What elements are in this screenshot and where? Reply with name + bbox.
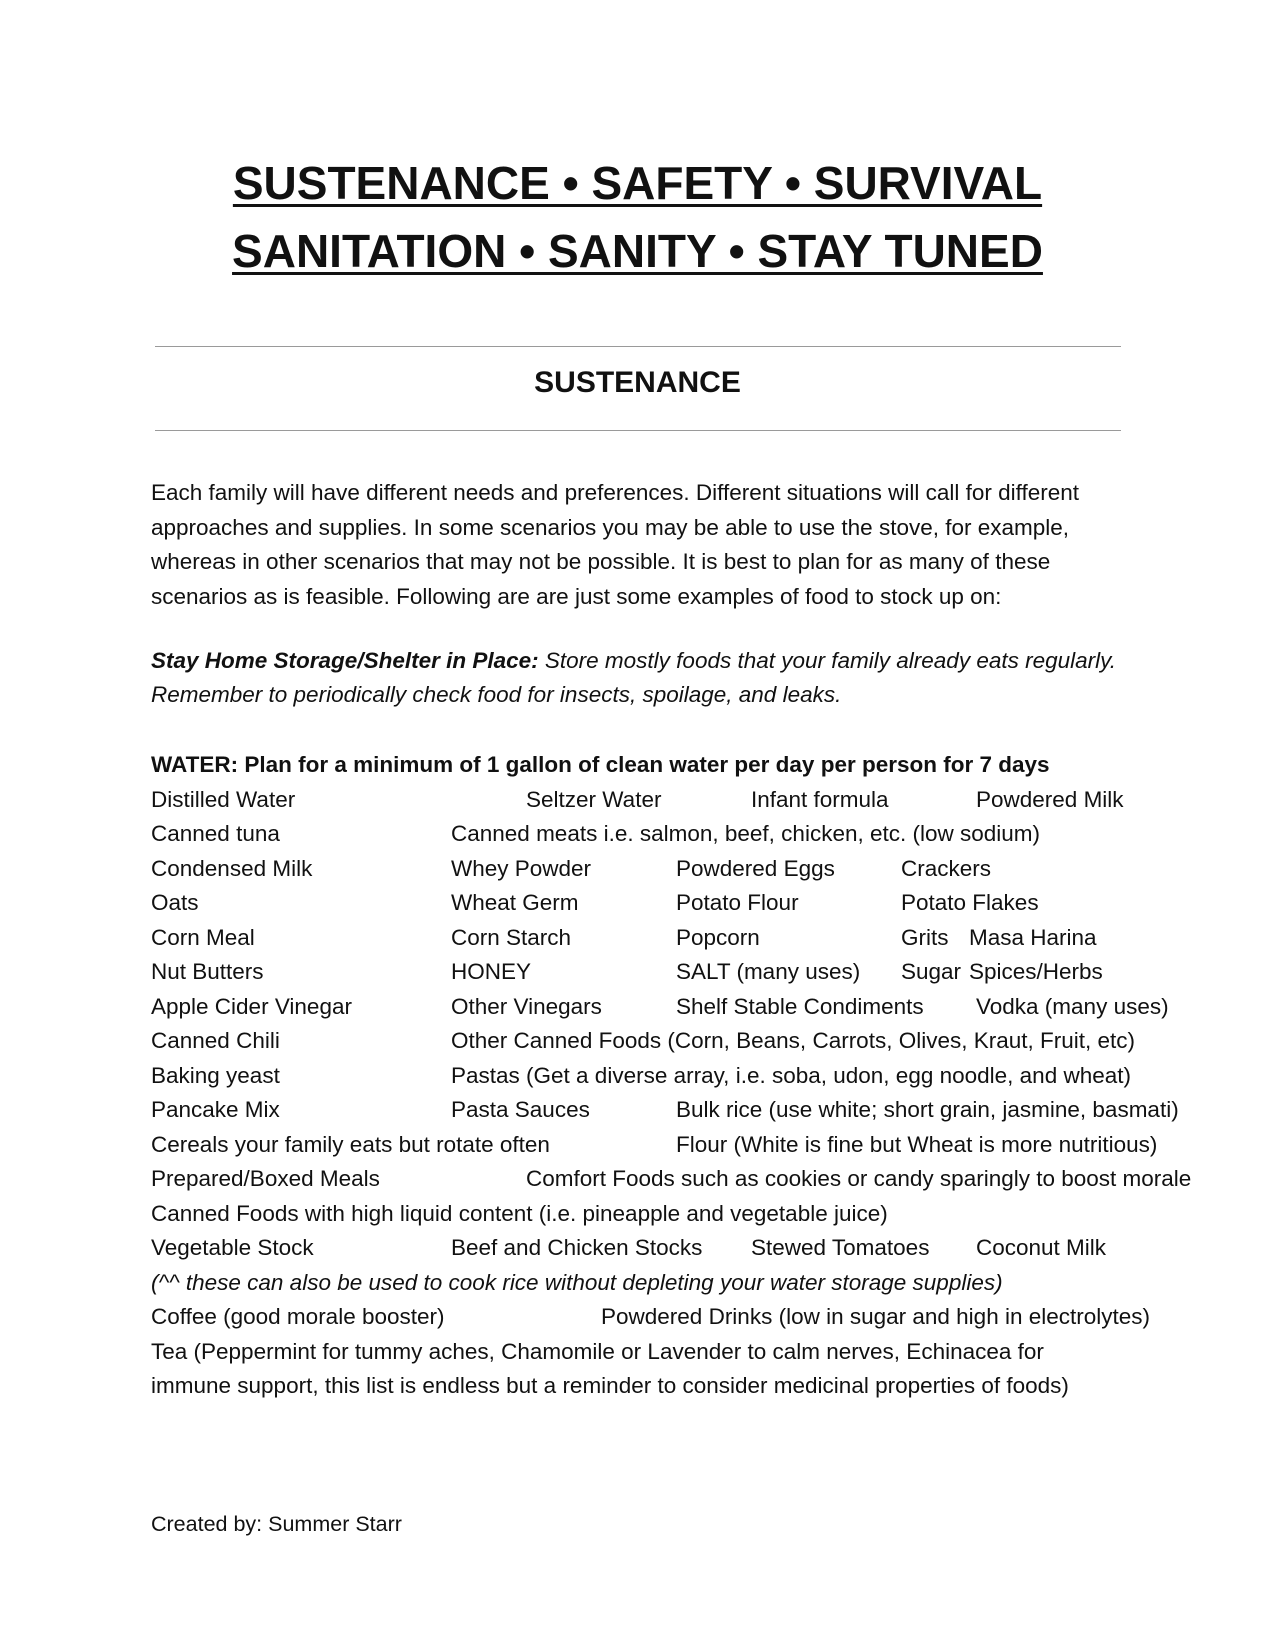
list-item: Comfort Foods such as cookies or candy sparingly to boost morale [526, 1166, 1192, 1191]
list-item: Pancake Mix [151, 1097, 280, 1122]
list-row [151, 1369, 1151, 1404]
list-row [151, 1266, 1151, 1301]
title-line-2: SANITATION • SANITY • STAY TUNED [232, 225, 1043, 277]
list-item: Baking yeast [151, 1062, 280, 1088]
list-row [151, 990, 1169, 1025]
list-item: Nut Butters [151, 959, 264, 984]
list-item: Corn Meal [151, 924, 255, 950]
list-item: Potato Flakes [901, 890, 1039, 915]
list-item: SALT (many uses) [676, 959, 861, 984]
list-item: Seltzer Water [526, 786, 662, 812]
title-line-1: SUSTENANCE • SAFETY • SURVIVAL [232, 157, 1043, 209]
list-row [151, 1231, 1151, 1266]
list-item: Distilled Water [151, 786, 296, 812]
list-row [151, 1128, 1158, 1163]
list-item: Apple Cider Vinegar [151, 993, 352, 1019]
stock-note: (^^ these can also be used to cook rice without depleting your water storage supplies) [151, 1269, 1003, 1295]
list-item: Potato Flour [676, 890, 799, 915]
list-item: Vegetable Stock [151, 1235, 314, 1260]
list-item: Flour (White is fine but Wheat is more nutritious) [676, 1131, 1158, 1157]
list-item: Canned meats i.e. salmon, beef, chicken, etc. (low sodium) [451, 821, 1041, 846]
list-row [151, 817, 1151, 852]
list-row [151, 955, 1151, 990]
list-row [151, 1093, 1179, 1128]
list-item: Powdered Drinks (low in sugar and high in electrolytes) [601, 1304, 1151, 1329]
list-item: Powdered Milk [976, 786, 1124, 812]
list-item: Prepared/Boxed Meals [151, 1166, 380, 1191]
list-row [151, 852, 1151, 887]
list-item: Vodka (many uses) [976, 993, 1169, 1019]
list-item: Wheat Germ [451, 890, 579, 915]
list-item: Bulk rice (use white; short grain, jasmine, basmati) [676, 1097, 1179, 1122]
list-row [151, 921, 1151, 956]
list-row [151, 783, 1151, 818]
list-item: Canned Chili [151, 1028, 280, 1053]
list-item: Oats [151, 890, 199, 915]
list-row [151, 1197, 1151, 1232]
intro-paragraph: Each family will have different needs and preferences. Different situations will call for different approaches and supplies. In some scenarios you may be able to use the stove, for example, whereas in other scenarios that may not be possible. It is best to plan for as many of these scenarios as is feasible. Following are are just some examples of food to stock up on: [151, 480, 1079, 609]
list-item: Masa Harina [969, 924, 1097, 950]
list-row [151, 1300, 1151, 1335]
list-item: Stewed Tomatoes [751, 1235, 930, 1260]
section-heading: SUSTENANCE [534, 366, 741, 399]
list-item: Other Vinegars [451, 993, 602, 1019]
list-row [151, 1024, 1151, 1059]
list-item: Powdered Eggs [676, 855, 835, 881]
list-item: Tea (Peppermint for tummy aches, Chamomile or Lavender to calm nerves, Echinacea for [151, 1338, 1044, 1364]
list-item: Canned Foods with high liquid content (i.e. pineapple and vegetable juice) [151, 1200, 888, 1226]
list-row [151, 1335, 1151, 1370]
stay-home-text: Store mostly foods that your family already eats regularly. Remember to periodically check food for insects, spoilage, and leaks. [151, 648, 1116, 707]
list-row [151, 1059, 1151, 1094]
divider-bottom [155, 430, 1121, 431]
divider-top [155, 346, 1121, 347]
list-item: HONEY [451, 959, 532, 984]
list-item: Cereals your family eats but rotate often [151, 1131, 550, 1157]
list-item: Coffee (good morale booster) [151, 1304, 445, 1329]
list-row [151, 886, 1151, 921]
water-heading-row [151, 748, 1151, 783]
list-item: Other Canned Foods (Corn, Beans, Carrots, Olives, Kraut, Fruit, etc) [451, 1028, 1136, 1053]
list-item: Grits [901, 924, 949, 950]
list-item: Infant formula [751, 786, 889, 812]
list-item: Condensed Milk [151, 855, 313, 881]
list-item: Beef and Chicken Stocks [451, 1235, 703, 1260]
list-item: Spices/Herbs [969, 959, 1103, 984]
list-item: Pastas (Get a diverse array, i.e. soba, udon, egg noodle, and wheat) [451, 1062, 1131, 1088]
list-item: Popcorn [676, 924, 760, 950]
list-item: Shelf Stable Condiments [676, 993, 924, 1019]
list-row [151, 1162, 1192, 1197]
list-item: Crackers [901, 855, 992, 881]
supply-list [151, 748, 1192, 1404]
footer-credit: Created by: Summer Starr [151, 1512, 402, 1536]
list-item: Corn Starch [451, 924, 572, 950]
list-item: Pasta Sauces [451, 1097, 590, 1122]
list-item: Canned tuna [151, 821, 280, 846]
stay-home-label: Stay Home Storage/Shelter in Place: [151, 648, 539, 673]
stay-home-paragraph [151, 644, 1141, 712]
list-item: Coconut Milk [976, 1235, 1107, 1260]
list-item: immune support, this list is endless but a reminder to consider medicinal properties of foods) [151, 1373, 1069, 1398]
water-heading: WATER: Plan for a minimum of 1 gallon of clean water per day per person for 7 days [151, 752, 1050, 777]
list-item: Sugar [901, 959, 962, 984]
list-item: Whey Powder [451, 855, 592, 881]
